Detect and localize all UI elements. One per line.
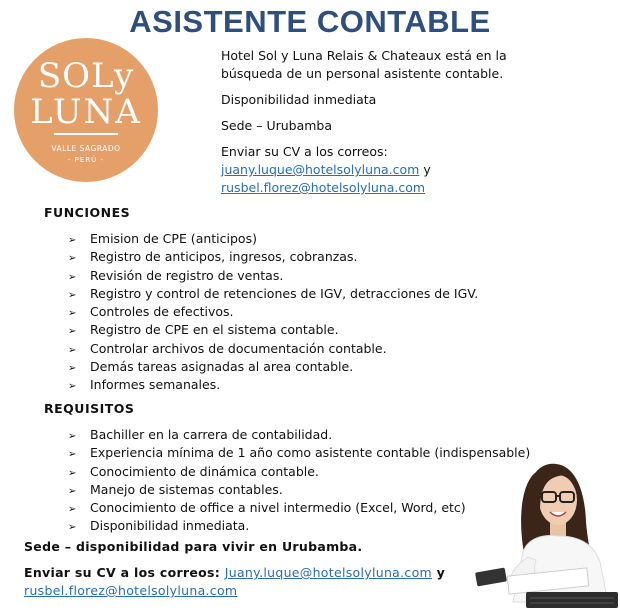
funciones-heading: FUNCIONES (44, 205, 131, 220)
footer-contact-line-1 (24, 565, 445, 580)
logo-line-4: - PERÚ - (67, 156, 105, 164)
requisitos-list (68, 426, 530, 536)
list-item: ➢ Informes semanales. (68, 376, 478, 394)
arrow-bullet-icon: ➢ (68, 522, 77, 534)
logo-line-2: LUNA (30, 92, 142, 132)
list-item: ➢ Emision de CPE (anticipos) (68, 230, 478, 248)
woman-with-calculator-illustration (468, 452, 618, 610)
arrow-bullet-icon: ➢ (68, 326, 77, 338)
intro-text (221, 47, 507, 83)
arrow-bullet-icon: ➢ (68, 485, 77, 497)
list-item: ➢ Experiencia mínima de 1 año como asistente contable (indispensable) (68, 444, 530, 462)
list-item: ➢ Demás tareas asignadas al area contable. (68, 358, 478, 376)
contact-block (221, 143, 431, 197)
intro-line-1: Hotel Sol y Luna Relais & Chateaux está en la (221, 48, 507, 63)
footer-send-cv-text: Enviar su CV a los correos: (24, 565, 221, 580)
list-item: ➢ Registro de CPE en el sistema contable. (68, 321, 478, 339)
logo-line-1: SOLy (37, 56, 135, 96)
arrow-bullet-icon: ➢ (68, 449, 77, 461)
email-link-rusbel[interactable]: rusbel.florez@hotelsolyluna.com (221, 180, 426, 195)
list-item: ➢ Manejo de sistemas contables. (68, 481, 530, 499)
arrow-bullet-icon: ➢ (68, 271, 77, 283)
footer-conjunction-text: y (436, 565, 446, 580)
footer-email-link-juany[interactable]: Juany.luque@hotelsolyluna.com (224, 565, 433, 580)
list-item: ➢ Controlar archivos de documentación contable. (68, 340, 478, 358)
list-item: ➢ Registro y control de retenciones de IGV, detracciones de IGV. (68, 285, 478, 303)
arrow-bullet-icon: ➢ (68, 235, 77, 246)
arrow-bullet-icon: ➢ (68, 253, 77, 265)
availability-text: Disponibilidad inmediata (221, 92, 377, 107)
funciones-list (68, 230, 478, 395)
logo-line-3: VALLE SAGRADO (51, 144, 121, 153)
arrow-bullet-icon: ➢ (68, 363, 77, 375)
arrow-bullet-icon: ➢ (68, 467, 77, 479)
footer-email-link-rusbel[interactable]: rusbel.florez@hotelsolyluna.com (24, 583, 238, 598)
arrow-bullet-icon: ➢ (68, 431, 77, 442)
location-text: Sede – Urubamba (221, 118, 333, 133)
arrow-bullet-icon: ➢ (68, 308, 77, 320)
arrow-bullet-icon: ➢ (68, 289, 77, 301)
footer-contact-line-2 (24, 583, 237, 598)
intro-line-2: búsqueda de un personal asistente contable. (221, 66, 504, 81)
email-link-juany[interactable]: juany.luque@hotelsolyluna.com (221, 162, 420, 177)
list-item: ➢ Controles de efectivos. (68, 303, 478, 321)
page-title: ASISTENTE CONTABLE (129, 4, 491, 39)
list-item: ➢ Conocimiento de dinámica contable. (68, 463, 530, 481)
list-item: ➢ Disponibilidad inmediata. (68, 517, 530, 535)
conjunction-text: y (423, 162, 431, 177)
sede-footer-text: Sede – disponibilidad para vivir en Urubamba. (24, 539, 363, 554)
arrow-bullet-icon: ➢ (68, 381, 77, 393)
list-item: ➢ Revisión de registro de ventas. (68, 267, 478, 285)
list-item: ➢ Registro de anticipos, ingresos, cobranzas. (68, 248, 478, 266)
hotel-logo (14, 38, 158, 182)
logo-divider (54, 133, 118, 135)
send-cv-text: Enviar su CV a los correos: (221, 144, 388, 159)
list-item: ➢ Bachiller en la carrera de contabilidad. (68, 426, 530, 444)
requisitos-heading: REQUISITOS (44, 401, 135, 416)
arrow-bullet-icon: ➢ (68, 344, 77, 356)
arrow-bullet-icon: ➢ (68, 504, 77, 516)
list-item: ➢ Conocimiento de office a nivel intermedio (Excel, Word, etc) (68, 499, 530, 517)
